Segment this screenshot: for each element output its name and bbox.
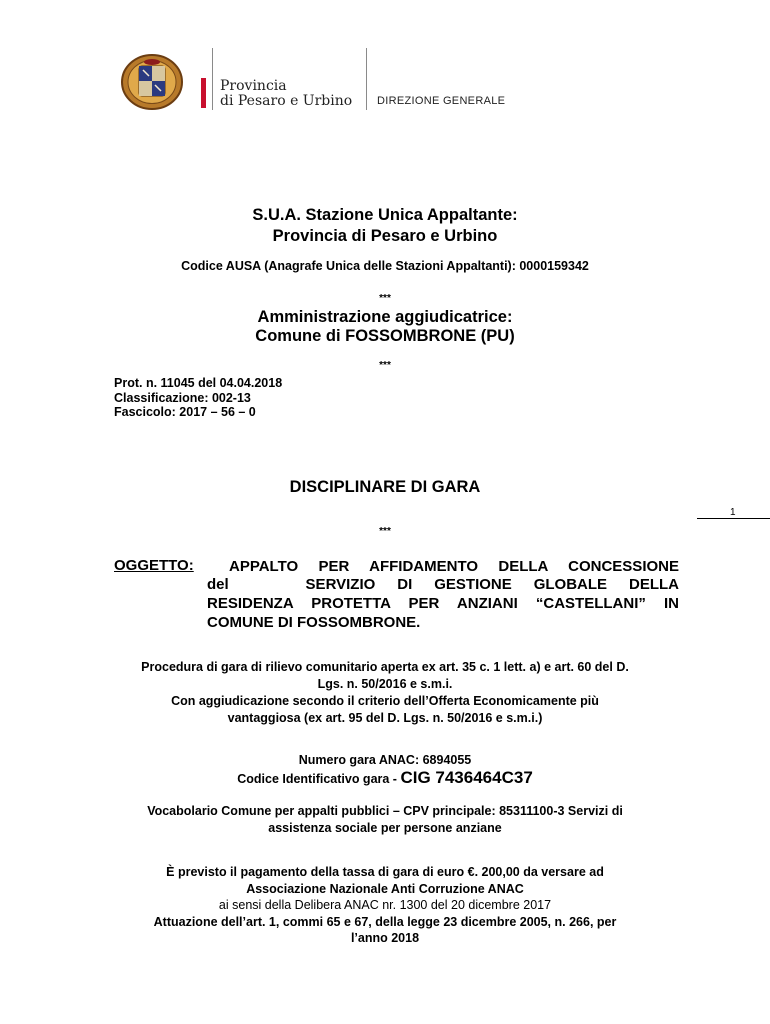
separator: *** xyxy=(379,526,391,537)
tassa-line4: Attuazione dell’art. 1, commi 65 e 67, della legge 23 dicembre 2005, n. 266, per xyxy=(153,914,617,929)
header-divider xyxy=(212,48,213,110)
brand-red-bar xyxy=(201,78,206,108)
protocol-block xyxy=(114,376,282,420)
province-name-line1: Provincia xyxy=(220,78,287,94)
oggetto-line2: del SERVIZIO DI GESTIONE GLOBALE DELLA xyxy=(207,576,679,593)
amministrazione-line2: Comune di FOSSOMBRONE (PU) xyxy=(255,327,515,345)
header-divider xyxy=(366,48,367,110)
sua-title-line2: Provincia di Pesaro e Urbino xyxy=(272,227,498,245)
province-seal-logo xyxy=(121,54,183,110)
classificazione: Classificazione: 002-13 xyxy=(114,390,251,405)
cpv-line1: Vocabolario Comune per appalti pubblici – CPV principale: 85311100-3 Servizi di xyxy=(147,804,623,818)
tassa-line1: È previsto il pagamento della tassa di gara di euro €. 200,00 da versare ad xyxy=(166,865,604,879)
procedura-line1: Procedura di gara di rilievo comunitario aperta ex art. 35 c. 1 lett. a) e art. 60 del D. xyxy=(141,660,629,674)
document-title: DISCIPLINARE DI GARA xyxy=(289,478,481,496)
tassa-line5: l’anno 2018 xyxy=(350,931,420,945)
tassa-block xyxy=(90,864,680,947)
separator: *** xyxy=(379,293,391,304)
sua-title-line1: S.U.A. Stazione Unica Appaltante: xyxy=(252,206,518,224)
procedura-line3: Con aggiudicazione secondo il criterio dell’Offerta Economicamente più xyxy=(171,694,599,708)
oggetto-line3: RESIDENZA PROTETTA PER ANZIANI “CASTELLANI” IN xyxy=(207,595,679,612)
page-number-rule xyxy=(697,518,770,519)
fascicolo: Fascicolo: 2017 – 56 – 0 xyxy=(114,405,256,419)
tassa-line3: ai sensi della Delibera ANAC nr. 1300 del 20 dicembre 2017 xyxy=(218,898,552,912)
codice-ausa: Codice AUSA (Anagrafe Unica delle Stazioni Appaltanti): 0000159342 xyxy=(181,259,589,273)
numero-gara: Numero gara ANAC: 6894055 xyxy=(298,753,472,767)
protocol-number: Prot. n. 11045 del 04.04.2018 xyxy=(114,376,283,390)
tassa-line2: Associazione Nazionale Anti Corruzione ANAC xyxy=(246,881,524,896)
codice-label: Codice Identificativo gara - xyxy=(237,772,401,786)
codice-identificativo xyxy=(90,767,680,790)
cig-code: CIG 7436464C37 xyxy=(400,768,533,787)
separator: *** xyxy=(379,360,391,371)
oggetto-line1: APPALTO PER AFFIDAMENTO DELLA CONCESSIONE xyxy=(229,558,679,575)
procedura-line4: vantaggiosa (ex art. 95 del D. Lgs. n. 50/2016 e s.m.i.) xyxy=(227,711,543,725)
direzione-generale-label: DIREZIONE GENERALE xyxy=(377,95,506,107)
procedura-line2: Lgs. n. 50/2016 e s.m.i. xyxy=(317,677,453,691)
province-name-line2: di Pesaro e Urbino xyxy=(220,93,353,109)
oggetto-label: OGGETTO: xyxy=(114,557,194,574)
oggetto-line4: COMUNE DI FOSSOMBRONE. xyxy=(207,614,421,631)
procedura-block xyxy=(90,659,680,727)
cpv-line2: assistenza sociale per persone anziane xyxy=(268,821,502,835)
cpv-block xyxy=(90,803,680,837)
page-number: 1 xyxy=(730,507,736,518)
amministrazione-line1: Amministrazione aggiudicatrice: xyxy=(257,308,513,326)
